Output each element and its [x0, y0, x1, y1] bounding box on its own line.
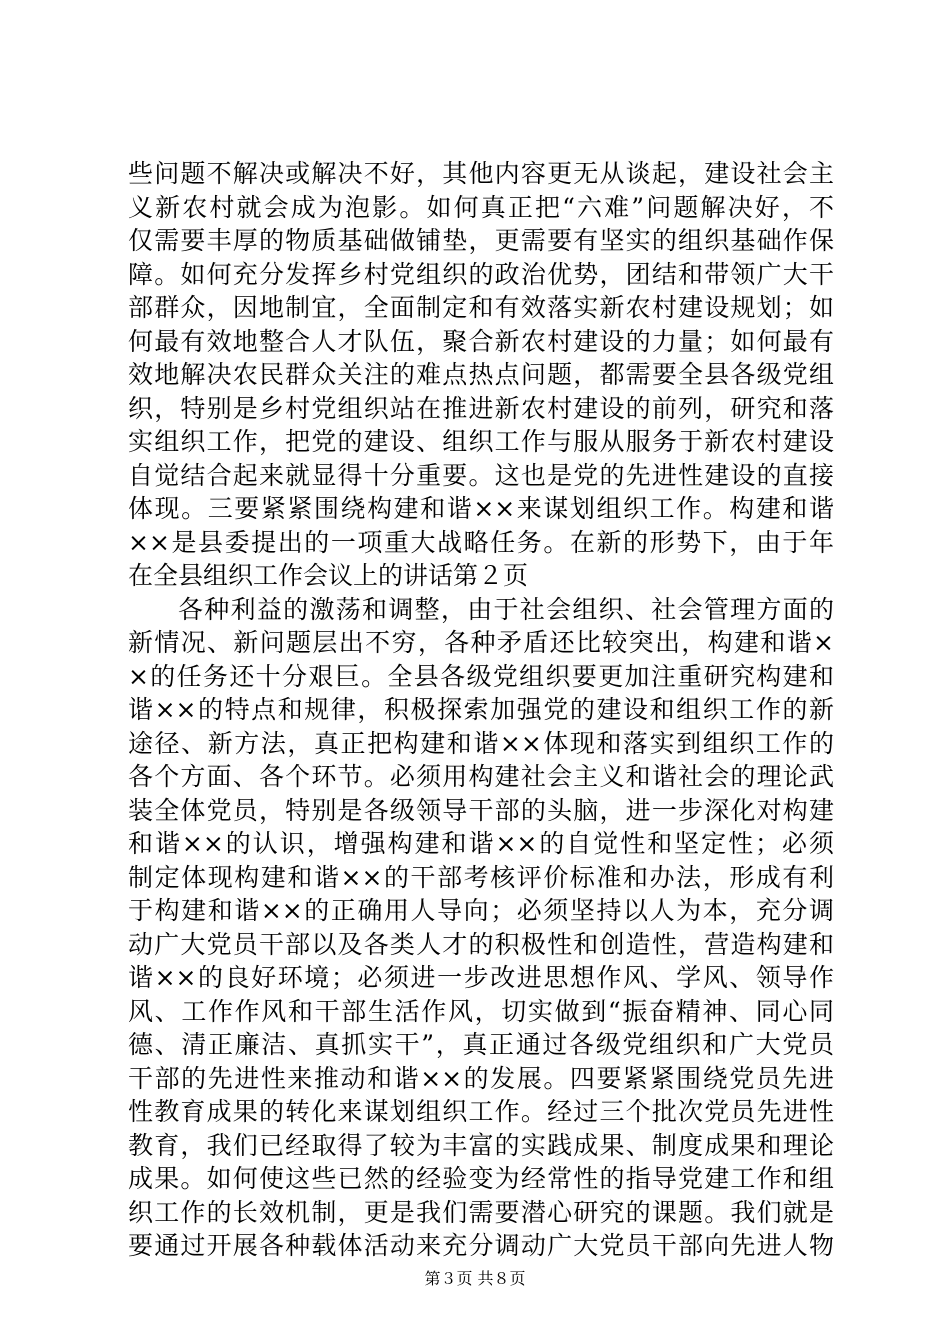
body-text: [128, 157, 834, 1263]
text-line: 教育，我们已经取得了较为丰富的实践成果、制度成果和理论: [128, 1130, 834, 1160]
text-line: 要通过开展各种载体活动来充分调动广大党员干部向先进人物: [128, 1231, 834, 1260]
text-line: 各个方面、各个环节。必须用构建社会主义和谐社会的理论武: [128, 762, 834, 791]
text-line: 实组织工作，把党的建设、组织工作与服从服务于新农村建设: [128, 427, 834, 456]
page-number-footer: 第３页 共８页: [424, 1269, 526, 1288]
text-line: 谐××的特点和规律，积极探索加强党的建设和组织工作的新: [128, 695, 834, 724]
text-line: 各种利益的激荡和调整，由于社会组织、社会管理方面的: [178, 594, 834, 624]
text-line: 成果。如何使这些已然的经验变为经常性的指导党建工作和组: [128, 1164, 834, 1193]
text-line: 风、工作作风和干部生活作风，切实做到“振奋精神、同心同: [128, 996, 834, 1026]
text-line: 动广大党员干部以及各类人才的积极性和创造性，营造构建和: [128, 929, 834, 959]
text-line: 途径、新方法，真正把构建和谐××体现和落实到组织工作的: [128, 728, 834, 758]
text-line: 性教育成果的转化来谋划组织工作。经过三个批次党员先进性: [128, 1097, 834, 1126]
text-line: 装全体党员，特别是各级领导干部的头脑，进一步深化对构建: [128, 795, 834, 825]
text-line: 德、清正廉洁、真抓实干”，真正通过各级党组织和广大党员: [128, 1030, 834, 1059]
text-line: 体现。三要紧紧围绕构建和谐××来谋划组织工作。构建和谐: [128, 494, 834, 523]
text-line: 仅需要丰厚的物质基础做铺垫，更需要有坚实的组织基础作保: [128, 226, 834, 255]
text-line: 干部的先进性来推动和谐××的发展。四要紧紧围绕党员先进: [128, 1063, 834, 1093]
text-line: 部群众，因地制宜，全面制定和有效落实新农村建设规划；如: [128, 293, 834, 322]
text-line: 于构建和谐××的正确用人导向；必须坚持以人为本，充分调: [128, 896, 834, 925]
text-line: 何最有效地整合人才队伍，聚合新农村建设的力量；如何最有: [128, 326, 834, 356]
text-line: 在全县组织工作会议上的讲话第２页: [128, 561, 529, 590]
text-line: 效地解决农民群众关注的难点热点问题，都需要全县各级党组: [128, 360, 834, 389]
text-line: 义新农村就会成为泡影。如何真正把“六难”问题解决好，不: [128, 192, 834, 222]
text-line: 织工作的长效机制，更是我们需要潜心研究的课题。我们就是: [128, 1197, 834, 1227]
text-line: ×的任务还十分艰巨。全县各级党组织要更加注重研究构建和: [128, 661, 834, 691]
text-line: 和谐××的认识，增强构建和谐××的自觉性和坚定性；必须: [128, 829, 834, 858]
text-line: 谐××的良好环境；必须进一步改进思想作风、学风、领导作: [128, 963, 834, 992]
text-line: 障。如何充分发挥乡村党组织的政治优势，团结和带领广大干: [128, 259, 834, 289]
text-line: 新情况、新问题层出不穷，各种矛盾还比较突出，构建和谐×: [128, 628, 834, 657]
text-line: 制定体现构建和谐××的干部考核评价标准和办法，形成有利: [128, 862, 834, 892]
text-line: ××是县委提出的一项重大战略任务。在新的形势下，由于年: [128, 527, 834, 557]
text-line: 些问题不解决或解决不好，其他内容更无从谈起，建设社会主: [128, 159, 834, 188]
text-line: 织，特别是乡村党组织站在推进新农村建设的前列，研究和落: [128, 393, 834, 423]
text-line: 自觉结合起来就显得十分重要。这也是党的先进性建设的直接: [128, 460, 834, 490]
